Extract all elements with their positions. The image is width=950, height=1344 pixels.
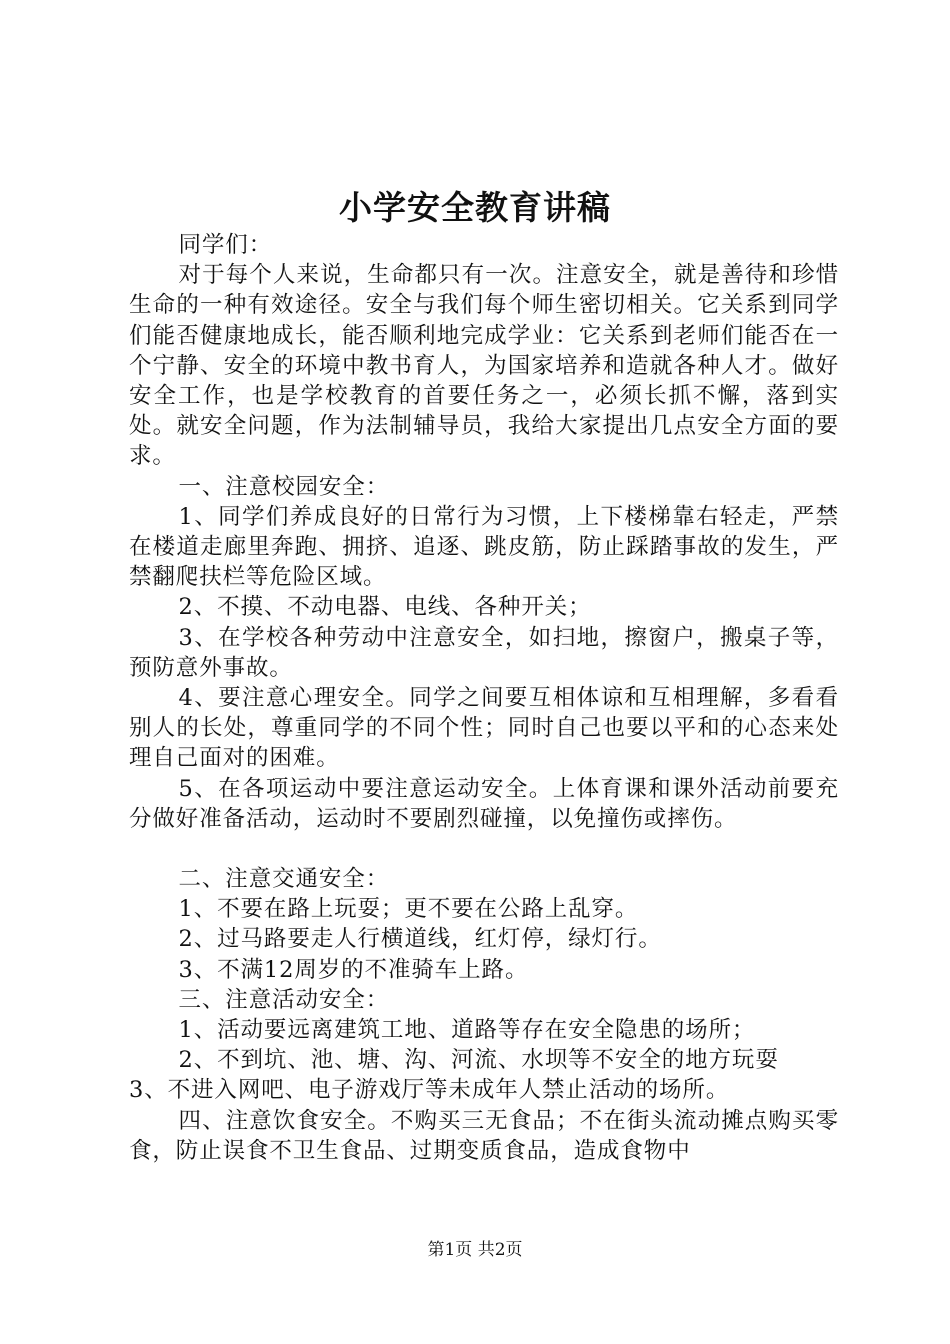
section-heading-activity: 三、注意活动安全： — [178, 986, 390, 1013]
campus-item-5: 5、在各项运动中要注意运动安全。上体育课和课外活动前要充分做好准备活动，运动时不要剧烈碰撞，以免撞伤或摔伤。 — [129, 775, 839, 832]
section-heading-food: 四、注意饮食安全。不购买三无食品；不在街头流动摊点购买零食，防止误食不卫生食品、过期变质食品，造成食物中 — [129, 1107, 839, 1164]
activity-item-2: 2、不到坑、池、塘、沟、河流、水坝等不安全的地方玩耍 — [178, 1047, 779, 1074]
activity-item-1: 1、活动要远离建筑工地、道路等存在安全隐患的场所； — [178, 1017, 756, 1044]
activity-item-3: 3、不进入网吧、电子游戏厅等未成年人禁止活动的场所。 — [129, 1077, 730, 1104]
intro-paragraph: 对于每个人来说，生命都只有一次。注意安全，就是善待和珍惜生命的一种有效途径。安全与我们每个师生密切相关。它关系到同学们能否健康地成长，能否顺利地完成学业：它关系到老师们能否在一个宁静、安全的环境中教书育人，为国家培养和造就各种人才。做好安全工作，也是学校教育的首要任务之一，必须长抓不懈，落到实处。就安全问题，作为法制辅导员，我给大家提出几点安全方面的要求。 — [129, 262, 839, 470]
document-title: 小学安全教育讲稿 — [339, 188, 611, 227]
paragraph-spacer — [129, 834, 839, 864]
campus-item-2: 2、不摸、不动电器、电线、各种开关； — [178, 594, 592, 621]
campus-item-1: 1、同学们养成良好的日常行为习惯，上下楼梯靠右轻走，严禁在楼道走廊里奔跑、拥挤、追逐、跳皮筋，防止踩踏事故的发生，严禁翻爬扶栏等危险区域。 — [129, 503, 839, 591]
page-footer: 第1页 共2页 — [427, 1240, 523, 1260]
traffic-item-2: 2、过马路要走人行横道线，红灯停，绿灯行。 — [178, 926, 662, 953]
campus-item-4: 4、要注意心理安全。同学之间要互相体谅和互相理解，多看看别人的长处，尊重同学的不同个性；同时自己也要以平和的心态来处理自己面对的困难。 — [129, 685, 839, 772]
campus-item-3: 3、在学校各种劳动中注意安全，如扫地，擦窗户，搬桌子等，预防意外事故。 — [129, 624, 839, 681]
traffic-item-3: 3、不满12周岁的不准骑车上路。 — [178, 956, 529, 983]
document-body — [129, 230, 839, 1166]
salutation: 同学们： — [178, 232, 273, 258]
section-heading-traffic: 二、注意交通安全： — [178, 866, 390, 893]
section-heading-campus: 一、注意校园安全： — [178, 473, 390, 500]
traffic-item-1: 1、不要在路上玩耍；更不要在公路上乱穿。 — [178, 896, 639, 923]
